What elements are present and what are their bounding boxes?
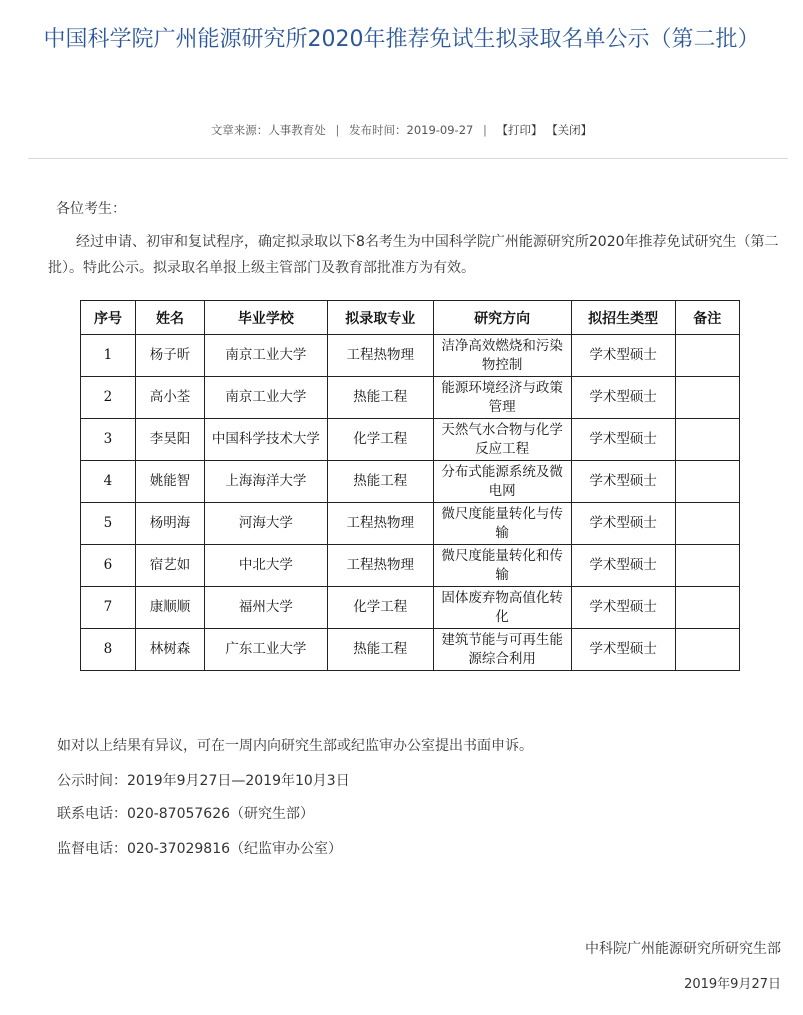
cell-name: 李昊阳 xyxy=(135,419,204,461)
header-note: 备注 xyxy=(675,301,739,335)
table-header-row xyxy=(81,301,740,335)
cell-type: 学术型硕士 xyxy=(571,461,675,503)
header-direction: 研究方向 xyxy=(433,301,571,335)
cell-no: 2 xyxy=(81,377,136,419)
table-row xyxy=(81,545,740,587)
cell-name: 杨明海 xyxy=(135,503,204,545)
cell-no: 5 xyxy=(81,503,136,545)
cell-type: 学术型硕士 xyxy=(571,335,675,377)
cell-no: 6 xyxy=(81,545,136,587)
cell-name: 高小荃 xyxy=(135,377,204,419)
cell-note xyxy=(675,545,739,587)
table-body xyxy=(81,335,740,671)
cell-type: 学术型硕士 xyxy=(571,587,675,629)
meta-divider: | xyxy=(335,123,340,137)
publish-date: 2019-09-27 xyxy=(406,123,474,137)
cell-school: 河海大学 xyxy=(205,503,328,545)
cell-direction: 分布式能源系统及微电网 xyxy=(433,461,571,503)
print-link[interactable]: 【打印】 xyxy=(496,123,543,137)
cell-name: 杨子昕 xyxy=(135,335,204,377)
source-value: 人事教育处 xyxy=(268,123,326,137)
objection-note: 如对以上结果有异议，可在一周内向研究生部或纪监审办公室提出书面申诉。 xyxy=(57,738,533,754)
cell-type: 学术型硕士 xyxy=(571,377,675,419)
cell-direction: 天然气水合物与化学反应工程 xyxy=(433,419,571,461)
cell-major: 工程热物理 xyxy=(327,335,433,377)
header-major: 拟录取专业 xyxy=(327,301,433,335)
header-name: 姓名 xyxy=(135,301,204,335)
cell-type: 学术型硕士 xyxy=(571,419,675,461)
cell-no: 3 xyxy=(81,419,136,461)
table-row xyxy=(81,419,740,461)
cell-note xyxy=(675,503,739,545)
signature-date: 2019年9月27日 xyxy=(684,977,781,992)
signature: 中科院广州能源研究所研究生部 xyxy=(585,941,781,957)
cell-major: 化学工程 xyxy=(327,587,433,629)
publicity-period: 公示时间：2019年9月27日—2019年10月3日 xyxy=(57,773,350,789)
cell-school: 福州大学 xyxy=(205,587,328,629)
close-link[interactable]: 【关闭】 xyxy=(546,123,593,137)
cell-type: 学术型硕士 xyxy=(571,503,675,545)
cell-direction: 能源环境经济与政策管理 xyxy=(433,377,571,419)
page-title: 中国科学院广州能源研究所2020年推荐免试生拟录取名单公示（第二批） xyxy=(43,27,760,52)
intro-paragraph: 经过申请、初审和复试程序，确定拟录取以下8名考生为中国科学院广州能源研究所2020年推荐免试研究生（第二批）。特此公示。拟录取名单报上级主管部门及教育部批准方为有效。 xyxy=(48,234,779,276)
cell-name: 姚能智 xyxy=(135,461,204,503)
title-divider xyxy=(28,158,788,159)
cell-major: 工程热物理 xyxy=(327,545,433,587)
table-row xyxy=(81,335,740,377)
table-row xyxy=(81,629,740,671)
header-no: 序号 xyxy=(81,301,136,335)
meta-divider: | xyxy=(483,123,487,137)
cell-note xyxy=(675,419,739,461)
supervision-phone: 监督电话：020-37029816（纪监审办公室） xyxy=(57,841,343,857)
cell-note xyxy=(675,335,739,377)
cell-school: 中北大学 xyxy=(205,545,328,587)
article-meta xyxy=(0,122,803,138)
table-row xyxy=(81,503,740,545)
cell-note xyxy=(675,629,739,671)
cell-note xyxy=(675,461,739,503)
cell-name: 宿艺如 xyxy=(135,545,204,587)
cell-school: 中国科学技术大学 xyxy=(205,419,328,461)
cell-type: 学术型硕士 xyxy=(571,545,675,587)
cell-no: 1 xyxy=(81,335,136,377)
cell-no: 4 xyxy=(81,461,136,503)
cell-major: 热能工程 xyxy=(327,377,433,419)
cell-direction: 洁净高效燃烧和污染物控制 xyxy=(433,335,571,377)
admission-table xyxy=(80,300,740,671)
cell-school: 南京工业大学 xyxy=(205,335,328,377)
cell-no: 7 xyxy=(81,587,136,629)
cell-direction: 建筑节能与可再生能源综合利用 xyxy=(433,629,571,671)
header-school: 毕业学校 xyxy=(205,301,328,335)
cell-type: 学术型硕士 xyxy=(571,629,675,671)
cell-major: 工程热物理 xyxy=(327,503,433,545)
cell-direction: 微尺度能量转化和传输 xyxy=(433,545,571,587)
cell-school: 上海海洋大学 xyxy=(205,461,328,503)
cell-school: 广东工业大学 xyxy=(205,629,328,671)
cell-no: 8 xyxy=(81,629,136,671)
table-row xyxy=(81,587,740,629)
table-row xyxy=(81,461,740,503)
cell-name: 康顺顺 xyxy=(135,587,204,629)
greeting: 各位考生： xyxy=(56,201,126,217)
cell-direction: 固体废弃物高值化转化 xyxy=(433,587,571,629)
cell-note xyxy=(675,377,739,419)
header-type: 拟招生类型 xyxy=(571,301,675,335)
table-row xyxy=(81,377,740,419)
publish-label: 发布时间： xyxy=(349,123,407,137)
cell-major: 热能工程 xyxy=(327,461,433,503)
cell-major: 热能工程 xyxy=(327,629,433,671)
cell-direction: 微尺度能量转化与传输 xyxy=(433,503,571,545)
cell-major: 化学工程 xyxy=(327,419,433,461)
contact-phone: 联系电话：020-87057626（研究生部） xyxy=(57,806,315,822)
source-label: 文章来源： xyxy=(210,123,269,137)
cell-school: 南京工业大学 xyxy=(205,377,328,419)
cell-name: 林树森 xyxy=(135,629,204,671)
cell-note xyxy=(675,587,739,629)
